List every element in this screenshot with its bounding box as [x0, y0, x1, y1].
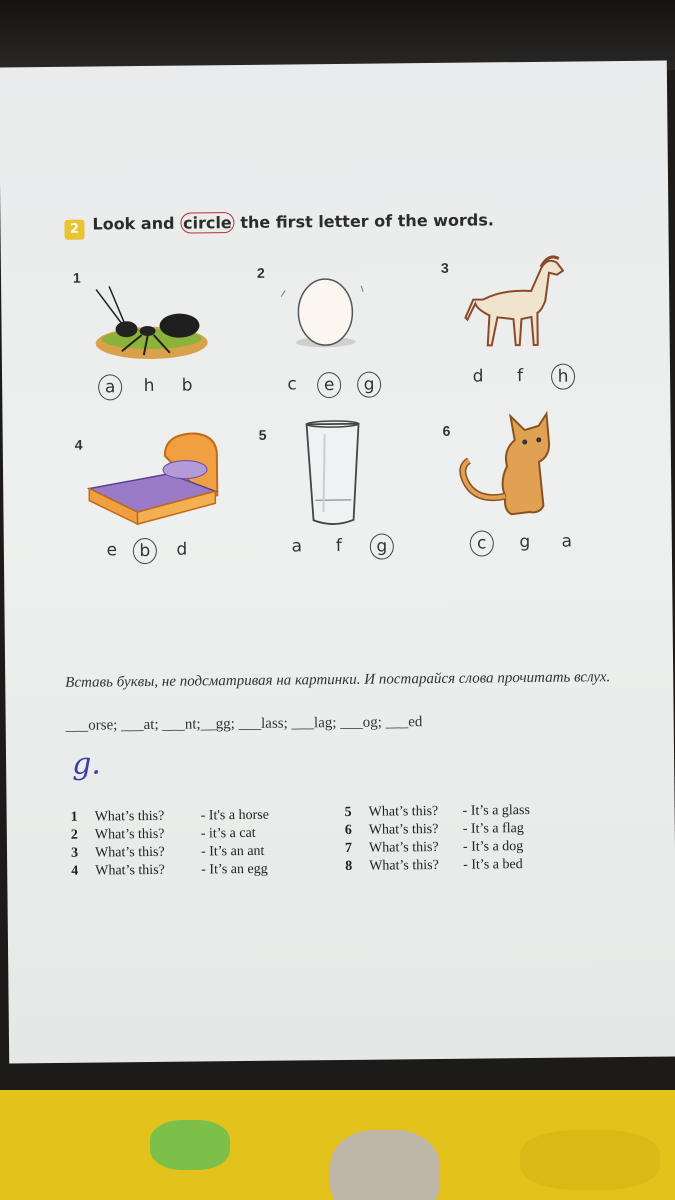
letter-option[interactable]: b	[181, 375, 193, 396]
letter-choices-1	[98, 373, 198, 400]
letter-option[interactable]: g	[357, 372, 381, 398]
letter-choices-3	[467, 364, 575, 391]
handwritten-answer: g.	[71, 746, 102, 782]
letter-option[interactable]: b	[133, 538, 157, 564]
bed-icon	[85, 425, 226, 526]
letter-option[interactable]: h	[551, 364, 575, 390]
letter-choices-4	[101, 538, 193, 565]
letter-choices-6	[470, 529, 578, 556]
cat-icon	[454, 410, 560, 523]
letter-option[interactable]: a	[98, 374, 122, 400]
fabric-pattern-icon	[520, 1130, 660, 1190]
letter-option[interactable]: e	[106, 540, 118, 561]
letter-option[interactable]: g	[519, 531, 531, 553]
item-number: 5	[258, 426, 267, 443]
fabric-pattern-icon	[150, 1120, 230, 1170]
qa-row: 4 What’s this? - It’s an egg	[71, 861, 268, 879]
letter-option[interactable]: c	[470, 530, 494, 556]
letter-option[interactable]: e	[317, 372, 341, 398]
qa-row: 1 What’s this? - It's a horse	[70, 807, 269, 825]
ant-icon	[91, 280, 212, 366]
item-number: 1	[72, 269, 81, 286]
task-number-badge: 2	[64, 220, 84, 240]
task-title: Look and circle the first letter of the words.	[92, 210, 494, 234]
letter-option[interactable]: a	[561, 531, 573, 552]
horse-icon	[463, 249, 569, 355]
letter-choices-2	[281, 372, 381, 399]
qa-row: 2 What’s this? - it’s a cat	[70, 825, 256, 843]
qa-list-right	[345, 801, 606, 876]
qa-row: 6 What’s this? - It’s a flag	[344, 821, 524, 838]
instruction-text: Вставь буквы, не подсматривая на картинки. И постарайся слова прочитать вслух.	[65, 669, 611, 691]
letter-option[interactable]: g	[370, 533, 394, 559]
letter-option[interactable]: d	[176, 539, 188, 560]
qa-row: 3 What’s this? - It’s an ant	[70, 843, 265, 861]
qa-row: 8 What’s this? - It’s a bed	[345, 857, 523, 874]
item-number: 4	[74, 436, 83, 453]
background-table	[0, 0, 675, 70]
letter-option[interactable]: a	[291, 536, 303, 557]
letter-option[interactable]: d	[472, 366, 484, 387]
letter-choices-5	[286, 533, 394, 560]
circled-word: circle	[180, 212, 235, 234]
qa-list-left	[71, 806, 332, 881]
item-number: 6	[442, 422, 451, 439]
letter-option[interactable]: c	[287, 374, 297, 395]
letter-option[interactable]: f	[335, 535, 342, 557]
qa-row: 7 What’s this? - It’s a dog	[344, 839, 524, 856]
fabric-pattern-icon	[330, 1130, 440, 1200]
fill-in-line: ___orse; ___at; ___nt;__gg; ___lass; ___lag; ___og; ___ed	[65, 714, 423, 734]
item-number: 3	[440, 259, 449, 276]
qa-row: 5 What’s this? - It’s a glass	[344, 803, 530, 820]
yellow-fabric-background	[0, 1090, 675, 1200]
item-number: 2	[256, 264, 265, 281]
letter-option[interactable]: f	[516, 366, 524, 387]
egg-icon	[273, 264, 374, 350]
worksheet-page	[0, 61, 675, 1064]
glass-icon	[303, 420, 364, 531]
letter-option[interactable]: h	[143, 375, 155, 397]
